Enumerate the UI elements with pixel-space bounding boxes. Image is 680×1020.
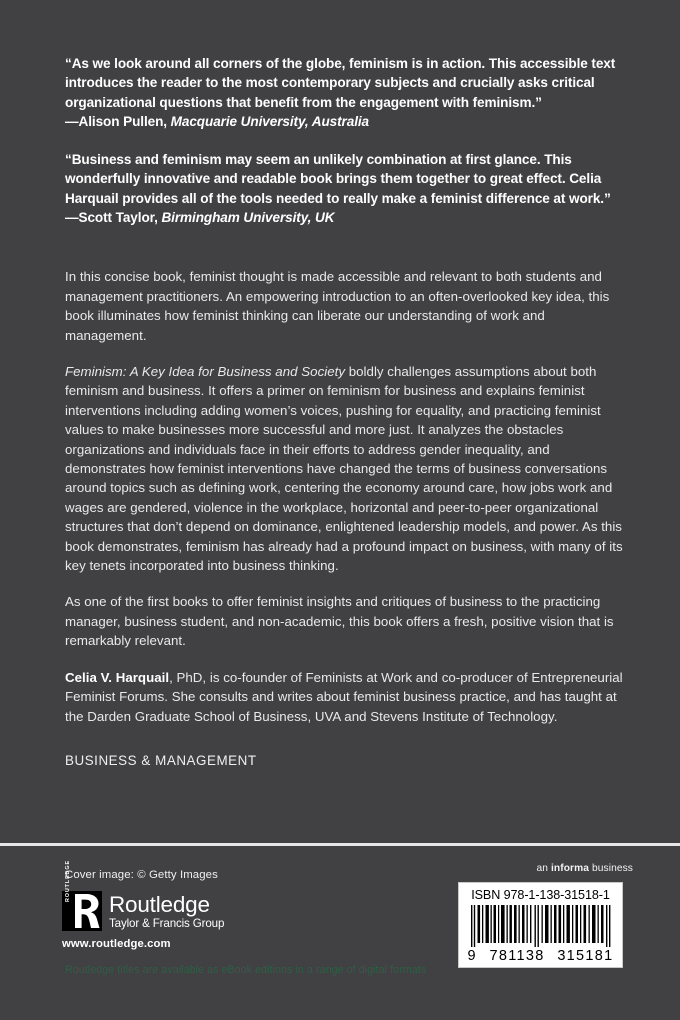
category-label: BUSINESS & MANAGEMENT	[65, 752, 257, 768]
endorsement-quote-2	[65, 150, 623, 227]
informa-suffix: business	[589, 863, 633, 874]
informa-brand: informa	[550, 863, 590, 874]
routledge-logo-wordmark	[109, 891, 224, 931]
description-paragraph-2-rest: boldly challenges assumptions about both feminism and business. It offers a primer on feminism for business and explains feminist interventions including adding women’s voices, pushing for equality, and practicing feminist values to make businesses more successful and more just. It analyzes the obstacles organizations and individuals face in their efforts to address gender inequality, and demonstrates how feminist interventions have changed the terms of business conversations around topics such as defining work, centering the economy around care, how jobs work and wages are gendered, violence in the workplace, horizontal and peer-to-peer organizational structures that don’t depend on dominance, enlightened leadership models, and power. As this book demonstrates, feminism has already had a profound impact on business, with many of its key tenets incorporated into business thinking.	[65, 364, 623, 574]
informa-prefix: an	[536, 863, 551, 874]
endorsement-attribution-1-institution: Macquarie University, Australia	[170, 113, 370, 129]
cover-image-credit: Cover image: © Getty Images	[65, 869, 218, 881]
routledge-brand-name: Routledge	[109, 892, 210, 917]
barcode-digits	[468, 948, 614, 964]
barcode-digit-group-mid: 781138	[489, 948, 545, 964]
author-bio-text: , PhD, is co-founder of Feminists at Work and co-producer of Entrepreneurial Feminist Forums. She consults and writes about feminist business practice, and has taught at the Darden Graduate School of Business, UVA and Stevens Institute of Technology.	[65, 669, 623, 724]
endorsement-attribution-1-name: —Alison Pullen,	[65, 113, 171, 129]
author-name: Celia V. Harquail	[65, 669, 170, 685]
barcode-bars-icon	[471, 905, 611, 947]
endorsement-attribution-2-institution: Birmingham University, UK	[161, 210, 335, 226]
cover-footer	[0, 846, 680, 1020]
informa-business-label	[537, 863, 633, 874]
routledge-logo-vertical-text: ROUTLEDGE	[65, 860, 71, 902]
description-paragraph-3: As one of the first books to offer feminist insights and critiques of business to the practicing manager, business student, and non-academic, this book offers a fresh, positive vision that is remarkably relevant.	[65, 594, 614, 649]
endorsement-quote-2-text: “Business and feminism may seem an unlikely combination at first glance. This wonderfully innovative and readable book brings them together to great effect. Celia Harquail provides all of the tools needed to really make a feminist difference at work.”	[65, 152, 611, 206]
endorsement-attribution-2-name: —Scott Taylor,	[65, 210, 162, 226]
cover-content	[65, 54, 623, 768]
endorsement-quote-1	[65, 54, 623, 131]
author-bio	[65, 668, 623, 726]
taylor-francis-group-label: Taylor & Francis Group	[109, 917, 225, 930]
description-paragraph-1: In this concise book, feminist thought is made accessible and relevant to both students and management practitioners. An empowering introduction to an often-overlooked key idea, this book illuminates how feminist thinking can liberate our understanding of work and management.	[65, 269, 610, 343]
barcode-digit-group-left: 9	[467, 948, 477, 964]
routledge-r-glyph-icon	[71, 892, 102, 930]
isbn-number: ISBN 978-1-138-31518-1	[471, 888, 610, 902]
isbn-barcode-panel	[458, 882, 623, 968]
endorsement-quote-1-text: “As we look around all corners of the globe, feminism is in action. This accessible text introduces the reader to the most contemporary subjects and crucially asks critical organizational questions that benefit from the engagement with feminism.”	[65, 56, 616, 110]
routledge-logo-mark	[62, 860, 102, 931]
description-paragraph-2	[65, 362, 623, 575]
barcode-digit-group-right: 315181	[557, 948, 614, 964]
spacer	[65, 246, 623, 267]
ebook-availability-note: Routledge titles are available as eBook editions in a range of digital formats	[65, 964, 427, 976]
publisher-website[interactable]: www.routledge.com	[62, 938, 171, 950]
book-title-italic: Feminism: A Key Idea for Business and Society	[65, 364, 346, 379]
